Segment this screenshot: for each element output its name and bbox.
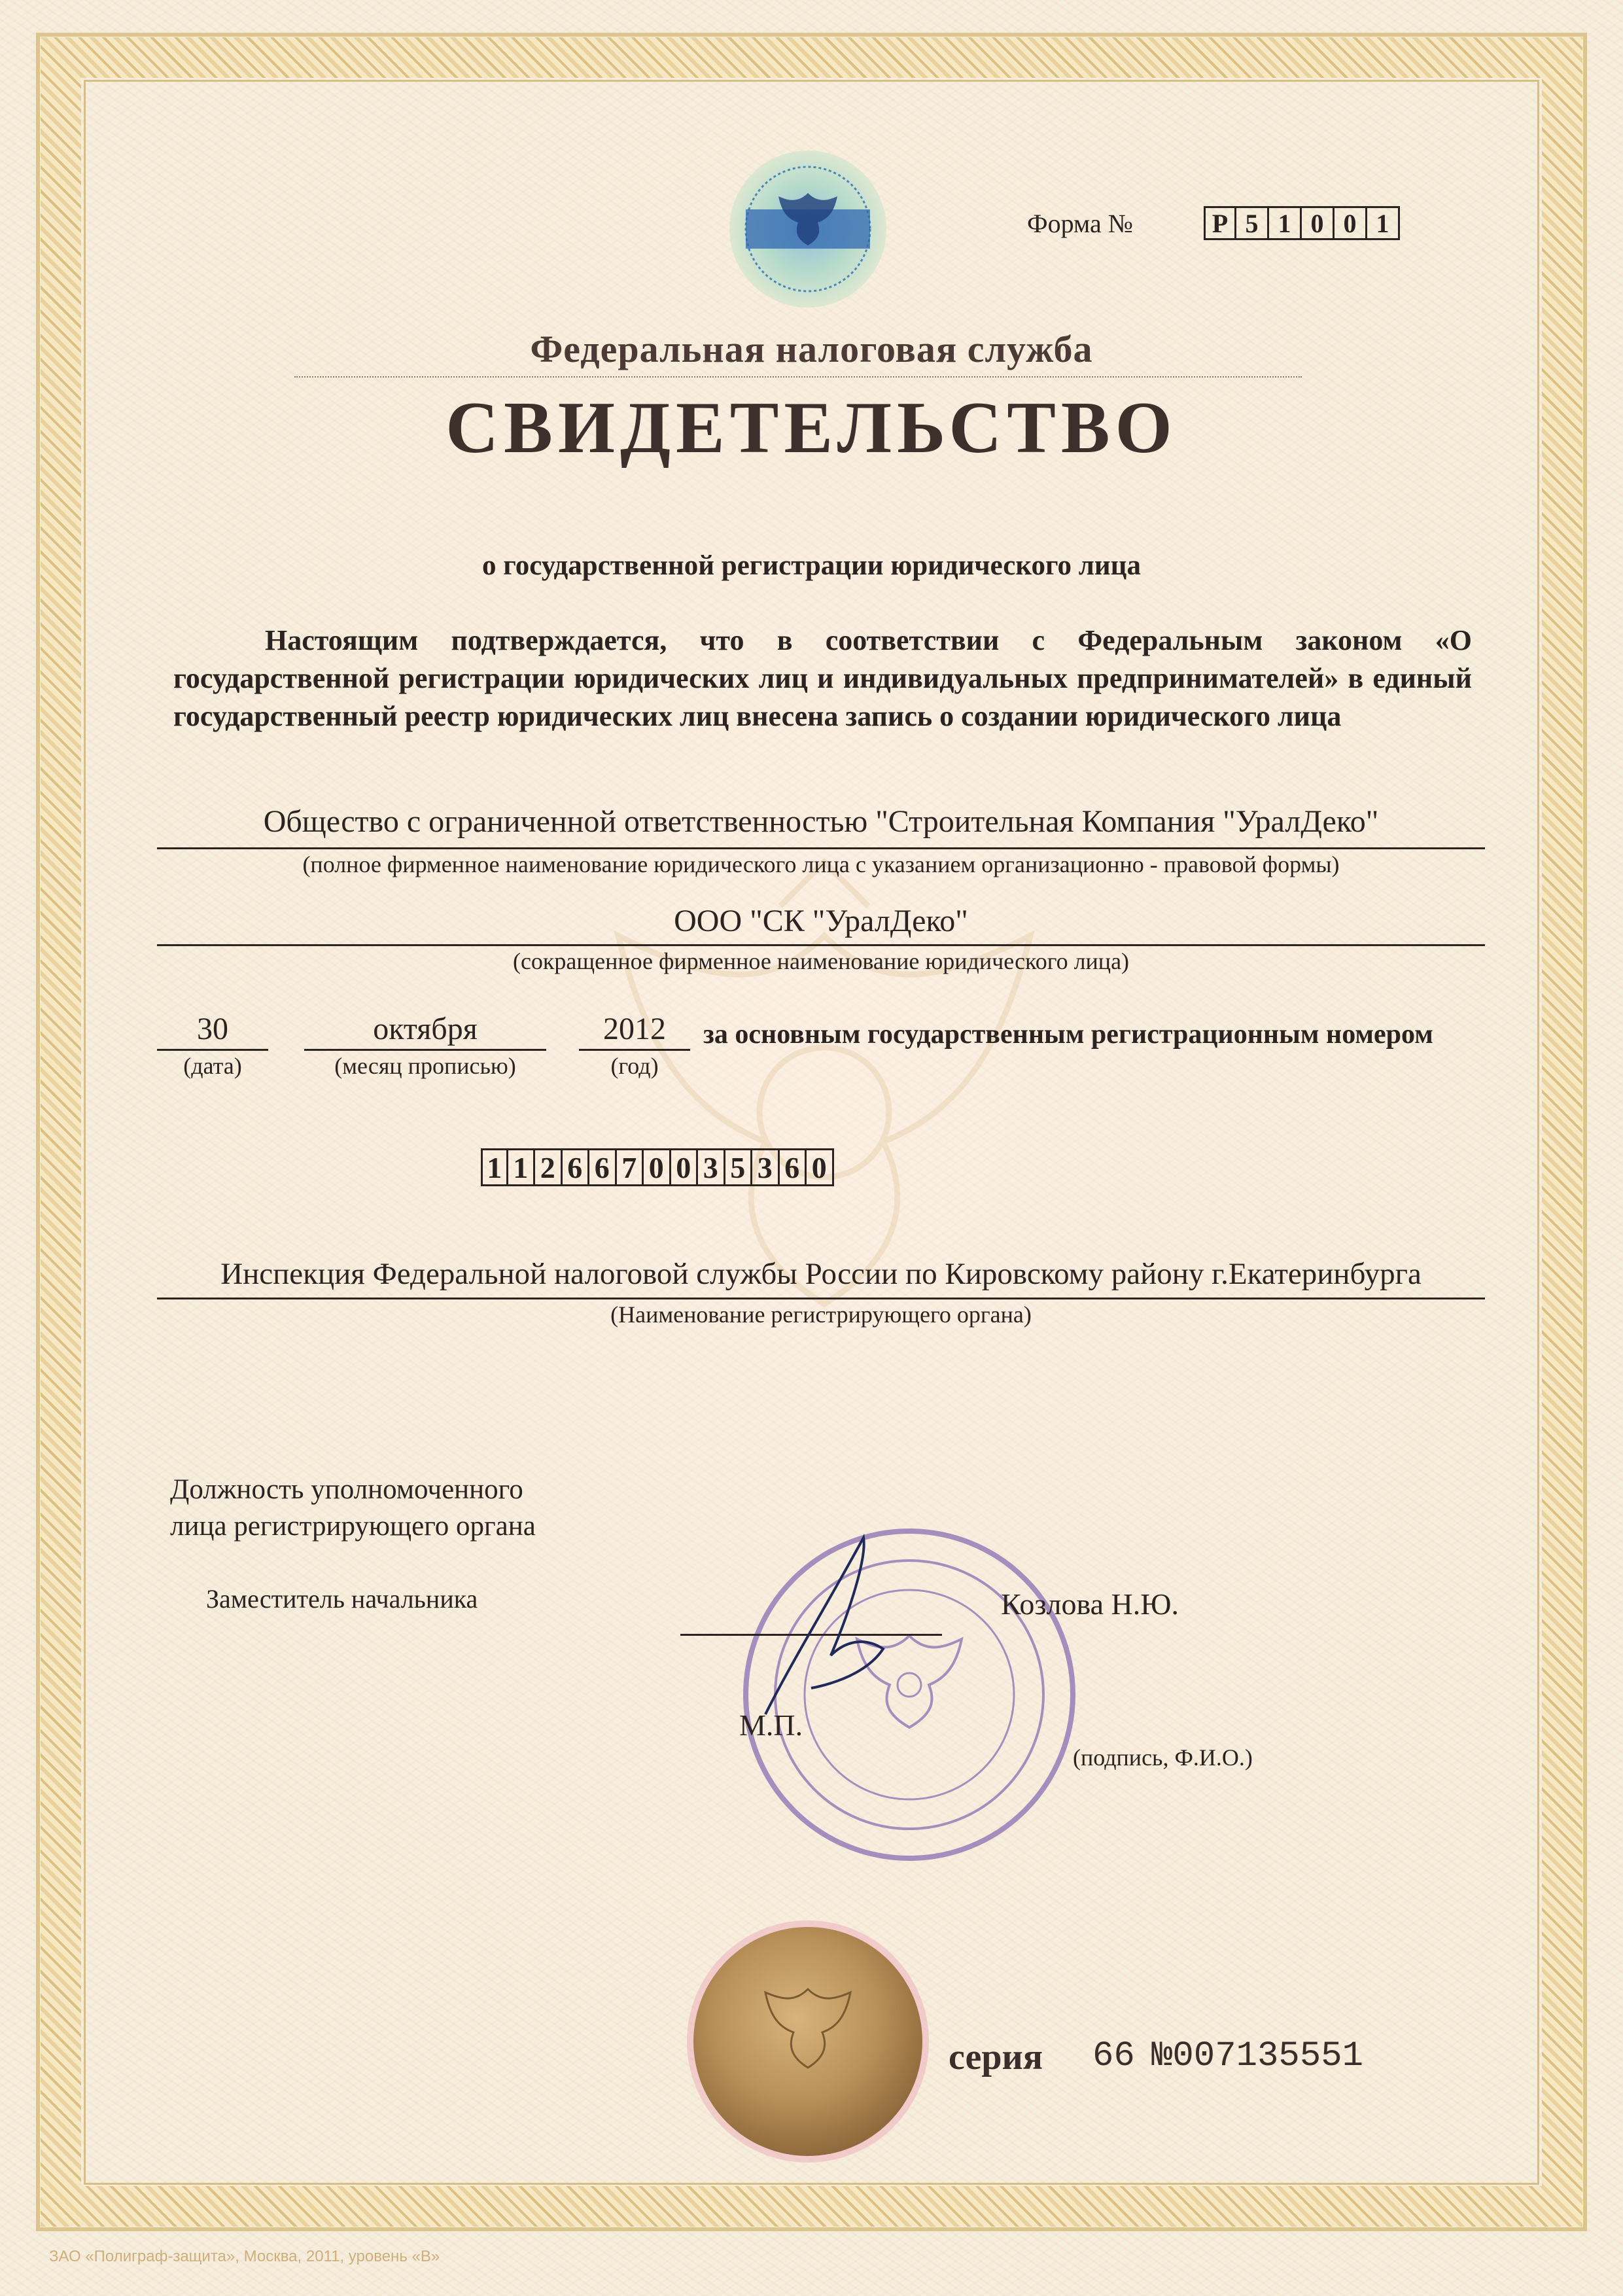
form-code-cell: 1 xyxy=(1367,206,1400,240)
blank-serial-number: №007135551 xyxy=(1151,2036,1364,2076)
gold-embossed-seal xyxy=(684,1917,932,2166)
confirmation-text: Настоящим подтверждается, что в соответствии с Федеральным законом «О государственной регистрации юридических лиц и индивидуальных предпринимателей» в единый государственный реестр юридических лиц внесена запись о создании юридического лица xyxy=(173,624,1472,732)
registration-day: 30 xyxy=(197,1012,228,1046)
form-code-cell: 1 xyxy=(1269,206,1302,240)
blank-series: 66 xyxy=(1092,2036,1135,2076)
registration-month-underline xyxy=(304,1049,546,1051)
form-code-cell: Р xyxy=(1204,206,1236,240)
printer-imprint: ЗАО «Полиграф-защита», Москва, 2011, уровень «В» xyxy=(49,2248,440,2265)
hologram-emblem xyxy=(720,147,896,311)
ogrn-digit-cell: 5 xyxy=(725,1148,753,1186)
registration-year-underline xyxy=(579,1049,690,1051)
signatory-position: Заместитель начальника xyxy=(206,1584,478,1614)
ogrn-digit-cell: 3 xyxy=(698,1148,725,1186)
signature-caption: (подпись, Ф.И.О.) xyxy=(1073,1744,1253,1771)
form-number-label: Форма № xyxy=(1027,209,1133,238)
agency-divider xyxy=(294,376,1302,378)
ogrn-digit-cell: 6 xyxy=(563,1148,590,1186)
company-short-name-underline xyxy=(157,944,1485,946)
company-short-name: ООО "СК "УралДеко" xyxy=(674,904,968,938)
registration-month-caption: (месяц прописью) xyxy=(334,1053,516,1079)
ogrn-digit-cell: 1 xyxy=(481,1148,508,1186)
form-code-cell: 0 xyxy=(1302,206,1335,240)
registration-day-caption: (дата) xyxy=(183,1053,242,1079)
registration-year-caption: (год) xyxy=(610,1053,659,1079)
registration-month: октября xyxy=(373,1012,478,1046)
ogrn-digit-cell: 0 xyxy=(644,1148,671,1186)
ogrn-digit-cell: 3 xyxy=(752,1148,780,1186)
ogrn-digit-cell: 7 xyxy=(617,1148,644,1186)
ogrn-digit-cell: 0 xyxy=(807,1148,834,1186)
form-number-boxes xyxy=(1204,206,1400,240)
ogrn-phrase: за основным государственным регистрационным номером xyxy=(703,1019,1433,1050)
company-full-name: Общество с ограниченной ответственностью "Строительная Компания "УралДеко" xyxy=(263,804,1379,839)
position-label-line1: Должность уполномоченного xyxy=(170,1474,523,1505)
registering-authority-name: Инспекция Федеральной налоговой службы России по Кировскому району г.Екатеринбурга xyxy=(220,1257,1422,1291)
form-code-cell: 0 xyxy=(1335,206,1367,240)
registering-authority-underline xyxy=(157,1298,1485,1299)
registration-year: 2012 xyxy=(603,1012,666,1046)
ogrn-digit-cell: 0 xyxy=(671,1148,699,1186)
company-full-name-underline xyxy=(157,847,1485,849)
position-label-line2: лица регистрирующего органа xyxy=(170,1511,536,1542)
ogrn-digit-cell: 6 xyxy=(589,1148,617,1186)
company-full-name-caption: (полное фирменное наименование юридического лица с указанием организационно - правовой формы) xyxy=(302,851,1340,877)
seal-place-mp: М.П. xyxy=(739,1708,803,1742)
confirmation-paragraph xyxy=(173,622,1472,735)
ogrn-digit-cell: 1 xyxy=(508,1148,536,1186)
ogrn-number-boxes xyxy=(481,1148,834,1186)
company-short-name-caption: (сокращенное фирменное наименование юридического лица) xyxy=(512,948,1130,974)
signatory-name: Козлова Н.Ю. xyxy=(1001,1587,1179,1621)
document-subtitle: о государственной регистрации юридического лица xyxy=(482,550,1141,581)
ogrn-digit-cell: 6 xyxy=(780,1148,807,1186)
blank-series-label: серия xyxy=(949,2037,1043,2077)
agency-name: Федеральная налоговая служба xyxy=(530,328,1093,370)
registering-authority-caption: (Наименование регистрирующего органа) xyxy=(610,1301,1032,1328)
document-title: СВИДЕТЕЛЬСТВО xyxy=(445,387,1178,468)
ogrn-digit-cell: 2 xyxy=(535,1148,563,1186)
registration-day-underline xyxy=(157,1049,268,1051)
form-code-cell: 5 xyxy=(1236,206,1269,240)
handwritten-signature xyxy=(752,1518,935,1727)
